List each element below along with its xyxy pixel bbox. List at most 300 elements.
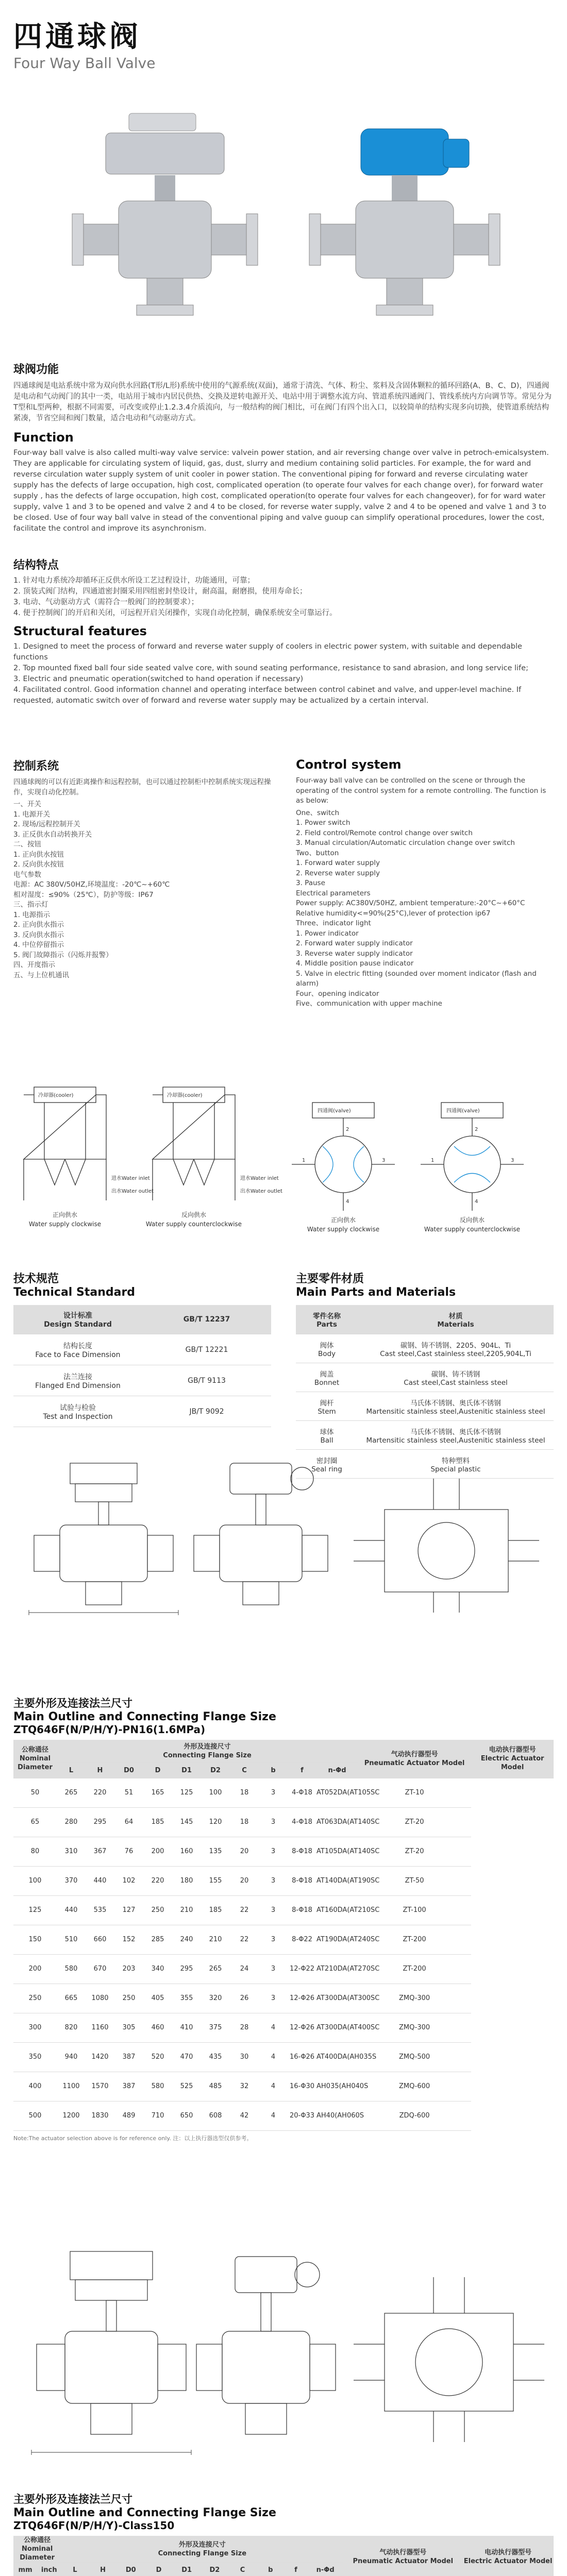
table-cell: 340 [143,1954,172,1984]
column-header: n-Φd [307,2563,343,2576]
table-cell: 1570 [86,2072,114,2101]
table-cell: 102 [114,1866,143,1895]
function-title-cn: 球阀功能 [13,363,59,376]
material-cn: 马氏体不锈钢、奥氏体不锈钢 [410,1399,501,1408]
tech-title-cn: 技术规范 [13,1273,59,1285]
function-section [13,361,554,534]
tech-standard-section [13,1270,271,1427]
control-line: 2. Reverse water supply [296,869,380,877]
control-line: 1. Forward water supply [296,859,380,867]
tech-row-value: JB/T 9092 [142,1396,271,1427]
control-line: 1. Power switch [296,819,351,827]
control-line: Three、indicator light [296,919,371,927]
materials-section [296,1270,554,1479]
table-cell: AT052DA(AT105SC [316,1778,358,1807]
table-cell: 520 [143,2042,172,2072]
table-cell: 387 [114,2042,143,2072]
function-title-en: Function [13,430,74,445]
table-row [13,2013,554,2042]
electric-drawing [194,1463,328,1605]
control-line: 4. Middle position pause indicator [296,959,414,968]
table-cell: 127 [114,1895,143,1925]
table-cell: 16-Φ26 [288,2042,316,2072]
tech-row-value: GB/T 12221 [142,1334,271,1365]
table-cell: 4 [259,2072,288,2101]
table-cell: ZMQ-300 [358,2013,471,2042]
table-cell: 265 [201,1954,230,1984]
list-item: 3. 电动、气动驱动方式（需符合一般阀门的控制要求）； [13,598,199,606]
table-cell: 210 [201,1925,230,1954]
control-section-cn [13,757,271,980]
table-cell: 32 [230,2072,259,2101]
part-en: Seal ring [311,1465,342,1473]
table-cell: 4 [259,2101,288,2130]
material-cn: 碳钢、铸不锈钢 [431,1370,480,1379]
table-row [13,2101,554,2130]
table-row [13,1365,271,1396]
table-cell: AT300DA(AT300SC [316,1984,358,2013]
column-header: D1 [173,2563,201,2576]
column-header: f [285,2563,307,2576]
flow-diagrams [13,1082,554,1236]
table-cell: 185 [143,1807,172,1837]
control-line: 3. Manual circulation/Automatic circulation change over switch [296,839,515,847]
table-cell: AT160DA(AT210SC [316,1895,358,1925]
materials-title-en: Main Parts and Materials [296,1286,456,1299]
tech-row-en: Test and Inspection [43,1412,113,1421]
structure-list-en [13,641,554,706]
part-en: Stem [318,1407,336,1416]
table-cell: AT300DA(AT400SC [316,2013,358,2042]
part-cn: 密封圈 [316,1456,338,1465]
control-line: 二、按钮 [13,840,41,849]
column-header: D2 [201,2563,228,2576]
table-cell: ZMQ-300 [358,1984,471,2013]
table-cell: 16-Φ30 [288,2072,316,2101]
table-cell: 64 [114,1807,143,1837]
table-cell: 320 [201,1984,230,2013]
table-row [13,1866,554,1895]
column-header: H [89,2563,117,2576]
table-row [13,1837,554,1866]
table-cell: 608 [201,2101,230,2130]
column-header: D [145,2563,173,2576]
th-pneumatic: 气动执行器型号 Pneumatic Actuator Model [358,1740,471,1778]
electric-valve-image [309,129,500,315]
th-electric: 电动执行器型号 Electric Actuator Model [462,2536,554,2576]
table-row [13,2072,554,2101]
table-cell: 12-Φ22 [288,1954,316,1984]
diagram-label-cooler: 冷却器(cooler) [38,1093,74,1098]
list-item: 3. Electric and pneumatic operation(switched to hand operation if necessary) [13,675,304,683]
dimension-section-1 [13,1695,554,2142]
control-line: 三、指示灯 [13,901,48,909]
table-cell: 3 [259,1954,288,1984]
control-line: 3. Pause [296,879,325,887]
table-cell: 1420 [86,2042,114,2072]
control-line: 5. Valve in electric fitting (sounded over moment indicator (flash and alarm) [296,969,537,988]
table-cell: 1160 [86,2013,114,2042]
control-intro-cn: 四通球阀的可以有近距离操作和远程控制，也可以通过控制柜中控制系统实现远程操作，实现自动化控制。 [13,778,271,796]
control-lines-en [296,808,554,1009]
list-item: 2. 顶装式阀门结构，四通道密封圈采用四组密封垫设计，耐高温，耐磨损，使用寿命长； [13,587,307,596]
section-drawing-2 [354,2277,544,2442]
table-cell: 125 [13,1895,57,1925]
material-en: Special plastic [430,1465,481,1473]
table-cell: 310 [57,1837,86,1866]
control-line: Electrical parameters [296,889,371,897]
table-cell: 203 [114,1954,143,1984]
table2-model: ZTQ646F(N/P/H/Y)-Class150 [13,2519,175,2532]
control-line: 3. 反向供水指示 [13,930,64,939]
table-row [296,1363,554,1392]
table-cell: 410 [172,2013,201,2042]
part-cn: 阀体 [320,1341,334,1350]
table-cell: 375 [201,2013,230,2042]
part-en: Bonnet [314,1378,340,1387]
table-cell: 160 [172,1837,201,1866]
control-lines-cn [13,800,271,980]
table-cell: 470 [172,2042,201,2072]
table-cell: 1200 [57,2101,86,2130]
table-cell: 42 [230,2101,259,2130]
diagram-port-number: 2 [346,1127,349,1132]
diagram-caption-cn: 正向供水 [330,1216,356,1224]
table-cell: 8-Φ22 [288,1925,316,1954]
th-dn: 公称通径 Nominal Diameter [13,2536,61,2563]
table-cell: 3 [259,1778,288,1807]
table-cell: 370 [57,1866,86,1895]
table1-title-en: Main Outline and Connecting Flange Size [13,1710,276,1723]
dimension-table-1 [13,1740,554,2131]
table-cell: 660 [86,1925,114,1954]
table-cell: 220 [86,1778,114,1807]
table-cell: 135 [201,1837,230,1866]
table-cell: 295 [86,1807,114,1837]
materials-title-cn: 主要零件材质 [296,1273,364,1285]
tech-head-label: 设计标准 Design Standard [13,1305,142,1334]
part-cn: 阀盖 [320,1370,334,1379]
table-cell: 3 [259,1895,288,1925]
list-item: 1. 针对电力系统冷却循环正反供水所设工艺过程设计，功能通用，可靠； [13,577,255,585]
column-header: H [86,1762,114,1778]
control-line: 4. 中位停留指示 [13,941,64,949]
table-cell: 580 [57,1954,86,1984]
table-cell: 285 [143,1925,172,1954]
table-cell: AT210DA(AT270SC [316,1954,358,1984]
table-cell: 65 [13,1807,57,1837]
table-cell: 4 [259,2013,288,2042]
function-text-en: Four-way ball valve is also called multi-way valve service: valvein power station, and air reversing change over valve in petroch-emicalsystem. They are applicable for circulating system of liquid, gas, dust, slurry and medium containing solid particles. For example, the for ward and reverse circulation water supply system of unit cooler in power station. The conventional piping for forward and reverse circulating water supply has the defects of large occupation, high cost, complicated operation (to operate four valves for each change over), for forward water supply , has the defects of large occupation, high cost, complicated operation(to operate four valves for each changeover), for for ward water supply, valve 1 and 3 to be opened and valve 2 and 4 to be closed, for reverse water supply, valve 2 and 4 to be opened and valve 1 and 3 to be closed. Use of four way ball valve in stead of the conventional piping and valve guoup can simplify operational procedures, lower the cost, facilitate the control and improve its asynchronism. [13,449,549,533]
table-cell: 240 [172,1925,201,1954]
table-cell: AH035(AH040S [316,2072,358,2101]
diagram-port-number: 3 [382,1158,386,1163]
tech-row-en: Flanged End Dimension [35,1381,121,1390]
materials-head-materials: 材质 Materials [358,1305,554,1334]
table-cell: ZT-20 [358,1837,471,1866]
table-cell: ZT-20 [358,1807,471,1837]
table-cell: 8-Φ18 [288,1837,316,1866]
tech-title-en: Technical Standard [13,1286,136,1299]
control-intro-en: Four-way ball valve can be controlled on the scene or through the operating of the control system for a remote controlling. The function is as below: [296,776,546,805]
control-line: 2. 现场/远程控制开关 [13,820,80,828]
table-cell: 155 [201,1866,230,1895]
table-cell: 710 [143,2101,172,2130]
control-title-en: Control system [296,757,402,772]
table-cell: 440 [57,1895,86,1925]
table-row [13,1954,554,1984]
table-cell: 30 [230,2042,259,2072]
materials-table [296,1305,554,1479]
part-en: Body [318,1349,336,1358]
table-cell: 100 [201,1778,230,1807]
table-cell: ZT-100 [358,1895,471,1925]
list-item: 4. Facilitated control. Good information channel and operating interface between control cabinet and valve, and upper-level machine. If requested, automatic switch over of forward and reverse water supply may be actualized by a certain interval. [13,686,522,705]
material-en: Cast steel,Cast stainless steel,2205,904L,Ti [380,1349,531,1358]
structure-title-en: Structural features [13,624,147,638]
part-en: Ball [320,1436,333,1445]
table-cell: ZT-10 [358,1778,471,1807]
dimension-section-2 [13,2491,554,2576]
page-header [13,21,155,72]
diagram-caption-en: Water supply counterclockwise [424,1226,521,1233]
diagram-caption-cn: 反向供水 [181,1211,207,1218]
table-cell: 535 [86,1895,114,1925]
diagram-port-number: 1 [431,1158,435,1163]
table-cell: 12-Φ26 [288,1984,316,2013]
table-cell: 405 [143,1984,172,2013]
control-line: 1. 电源指示 [13,910,51,919]
diagram-port-number: 4 [346,1199,349,1205]
table-cell: 295 [172,1954,201,1984]
table-cell: AT140DA(AT190SC [316,1866,358,1895]
diagram-caption-en: Water supply clockwise [307,1226,380,1233]
diagram-port-number: 2 [475,1127,478,1132]
diagram-caption-cn: 反向供水 [459,1216,485,1224]
diagram-label-cooler: 冷却器(cooler) [167,1093,203,1098]
diagram-in-label: 进水Water inlet [240,1176,279,1181]
control-line: Two、button [296,849,339,857]
table-row [296,1392,554,1421]
column-header: L [61,2563,89,2576]
control-line: Five、communication with upper machine [296,999,442,1008]
table-cell: 305 [114,2013,143,2042]
table-cell: 180 [172,1866,201,1895]
table-cell: ZT-200 [358,1954,471,1984]
structure-section [13,556,554,706]
tech-head-value: GB/T 12237 [142,1305,271,1334]
tech-row-cn: 法兰连接 [63,1372,92,1381]
table-cell: 3 [259,1984,288,2013]
control-line: 2. Forward water supply indicator [296,939,413,947]
function-text-cn: 四通球阀是电站系统中常为双向供水回路(T形/L形)系统中使用的气源系统(双面)，通常于清洗、气体、粉尘、浆料及含固体颗粒的循环回路(A、B、C、D)，四通阀是电动和气动阀门的其中一类，电站用于城市内居民供热、交换及逆转电源开关、电站中用于调整水流方向、管道系统四通阀门、管线系统内方向调节等。常见分为T型和L型两种，根据不同需要，可改变或停止1.2.3.4介质流向，与一般结构的阀门相比，可在阀门有四个出入口，以较简单的结构实现多向切换，使管道系统结构紧凑，节省空间和阀门数量，适合电动和气动驱动方式。 [13,382,552,422]
table-cell: 3 [259,1925,288,1954]
table-cell: 51 [114,1778,143,1807]
diagram-caption-en: Water supply counterclockwise [145,1221,242,1228]
table-cell: 76 [114,1837,143,1866]
table-cell: ZMQ-600 [358,2072,471,2101]
technical-drawings-1 [13,1458,554,1623]
table-cell: 250 [114,1984,143,2013]
table2-title-cn: 主要外形及连接法兰尺寸 [13,2493,132,2505]
table-cell: 440 [86,1866,114,1895]
diagram-in-label: 进水Water inlet [111,1176,150,1181]
table-row [13,2042,554,2072]
th-group: 外形及连接尺寸 Connecting Flange Size [57,1740,358,1762]
table-cell: AT105DA(AT140SC [316,1837,358,1866]
table-cell: 152 [114,1925,143,1954]
table-cell: 3 [259,1807,288,1837]
control-line: 1. 电源开关 [13,810,51,819]
table-cell: 665 [57,1984,86,2013]
control-line: 1. 正向供水按钮 [13,850,64,859]
table-cell: 3 [259,1837,288,1866]
part-cn: 球体 [320,1428,334,1436]
material-cn: 碳钢、铸不锈钢、2205、904L、Ti [400,1341,511,1350]
table-cell: 670 [86,1954,114,1984]
table-cell: 280 [57,1807,86,1837]
table-cell: 940 [57,2042,86,2072]
table-cell: 200 [143,1837,172,1866]
column-header: n-Φd [316,1762,358,1778]
table-cell: AT063DA(AT140SC [316,1807,358,1837]
table-cell: ZT-200 [358,1925,471,1954]
diagram-port-number: 4 [475,1199,478,1205]
table-cell: 367 [86,1837,114,1866]
column-header: L [57,1762,86,1778]
table-cell: 4 [259,2042,288,2072]
column-header: D0 [114,1762,143,1778]
table-cell: 150 [13,1925,57,1954]
table-cell: AH40(AH060S [316,2101,358,2130]
pneumatic-valve-image [72,113,258,315]
table-cell: 489 [114,2101,143,2130]
materials-head-parts: 零件名称 Parts [296,1305,358,1334]
table-cell: 387 [114,2072,143,2101]
table-cell: 500 [13,2101,57,2130]
table-cell: 125 [172,1778,201,1807]
part-cn: 阀杆 [320,1399,334,1408]
control-line: 四、开度指示 [13,961,55,969]
table-cell: 525 [172,2072,201,2101]
table-row [13,1778,554,1807]
th-dn: 公称通径 Nominal Diameter [13,1740,57,1778]
control-line: 1. Power indicator [296,929,359,938]
table-cell: 3 [259,1866,288,1895]
diagram-port-number: 3 [511,1158,514,1163]
table-cell: ZDQ-600 [358,2101,471,2130]
control-line: 一、开关 [13,800,41,808]
table-row [13,1984,554,2013]
page-title: 四通球阀 [13,20,141,54]
table-cell: 355 [172,1984,201,2013]
table-cell: 300 [13,2013,57,2042]
tech-row-value: GB/T 9113 [142,1365,271,1396]
table1-title-cn: 主要外形及连接法兰尺寸 [13,1697,132,1709]
th-electric: 电动执行器型号 Electric Actuator Model [471,1740,554,1778]
table-cell: 22 [230,1925,259,1954]
table-cell: 250 [13,1984,57,2013]
diagram-caption-cn: 正向供水 [52,1211,78,1218]
column-header: D2 [201,1762,230,1778]
table-cell: 20 [230,1837,259,1866]
control-line: 五、与上位机通讯 [13,971,69,979]
table-cell: AT190DA(AT240SC [316,1925,358,1954]
control-line: 2. 正向供水指示 [13,921,64,929]
column-header: b [259,1762,288,1778]
tech-standard-table [13,1305,271,1427]
column-header: D1 [172,1762,201,1778]
table-cell: 8-Φ18 [288,1866,316,1895]
control-line: Power supply: AC380V/50HZ, ambient temperature:-20°C~+60°C [296,899,525,907]
material-en: Martensitic stainless steel,Austenitic stainless steel [366,1407,545,1416]
table-cell: 12-Φ26 [288,2013,316,2042]
table-cell: 220 [143,1866,172,1895]
pneumatic-drawing-2 [31,2251,191,2455]
table-cell: ZMQ-500 [358,2042,471,2072]
table-cell: 28 [230,2013,259,2042]
table-cell: 435 [201,2042,230,2072]
table-row [296,1421,554,1450]
table-cell: 80 [13,1837,57,1866]
table-cell: 485 [201,2072,230,2101]
column-header: f [288,1762,316,1778]
electric-drawing-2 [196,2257,336,2434]
list-item: 4. 便于控制阀门的开启和关闭，可远程开启关闭操作，实现自动化控制，确保系统安全可靠运行。 [13,609,337,617]
control-line: One、switch [296,808,340,817]
pneumatic-drawing [29,1463,178,1615]
table-row [13,1396,271,1427]
table-cell: ZT-50 [358,1866,471,1895]
column-header: D [143,1762,172,1778]
control-line: Relative humidity<=90%(25°C),lever of protection ip67 [296,909,491,918]
control-line: 电源：AC 380V/50HZ,环境温度：-20℃~+60℃ [13,880,170,889]
table-cell: 460 [143,2013,172,2042]
control-line: 3. 正反供水自动转换开关 [13,830,92,839]
th-pneumatic: 气动执行器型号 Pneumatic Actuator Model [343,2536,462,2576]
table-row [13,1334,271,1365]
diagram-port-number: 1 [302,1158,306,1163]
table1-model: ZTQ646F(N/P/H/Y)-PN16(1.6MPa) [13,1723,206,1736]
control-line: 5. 阀门故障指示（闪烁并报警） [13,951,113,959]
column-header: C [230,1762,259,1778]
table-cell: 200 [13,1954,57,1984]
table-cell: 350 [13,2042,57,2072]
table-cell: 165 [143,1778,172,1807]
column-header: D0 [117,2563,145,2576]
diagram-label-valve: 四通阀(valve) [318,1108,351,1114]
column-header: C [228,2563,256,2576]
table-cell: 185 [201,1895,230,1925]
table-row [13,1925,554,1954]
material-en: Martensitic stainless steel,Austenitic stainless steel [366,1436,545,1445]
diagram-caption-en: Water supply clockwise [28,1221,102,1228]
table-cell: 100 [13,1866,57,1895]
column-header: inch [37,2563,61,2576]
tech-row-en: Face to Face Dimension [35,1350,121,1359]
section-drawing [354,1479,539,1613]
table-cell: 250 [143,1895,172,1925]
diagram-label-valve: 四通阀(valve) [446,1108,480,1114]
table-cell: 120 [201,1807,230,1837]
table1-note: Note:The actuator selection above is for reference only. 注：以上执行器选型仅供参考。 [13,2134,253,2142]
table-cell: 20-Φ33 [288,2101,316,2130]
control-line: Four、opening indicator [296,989,379,998]
control-title-cn: 控制系统 [13,760,59,773]
table-row [13,1807,554,1837]
control-line: 相对湿度：≤90%（25℃），防护等级：IP67 [13,890,154,899]
material-en: Cast steel,Cast stainless steel [404,1378,508,1387]
